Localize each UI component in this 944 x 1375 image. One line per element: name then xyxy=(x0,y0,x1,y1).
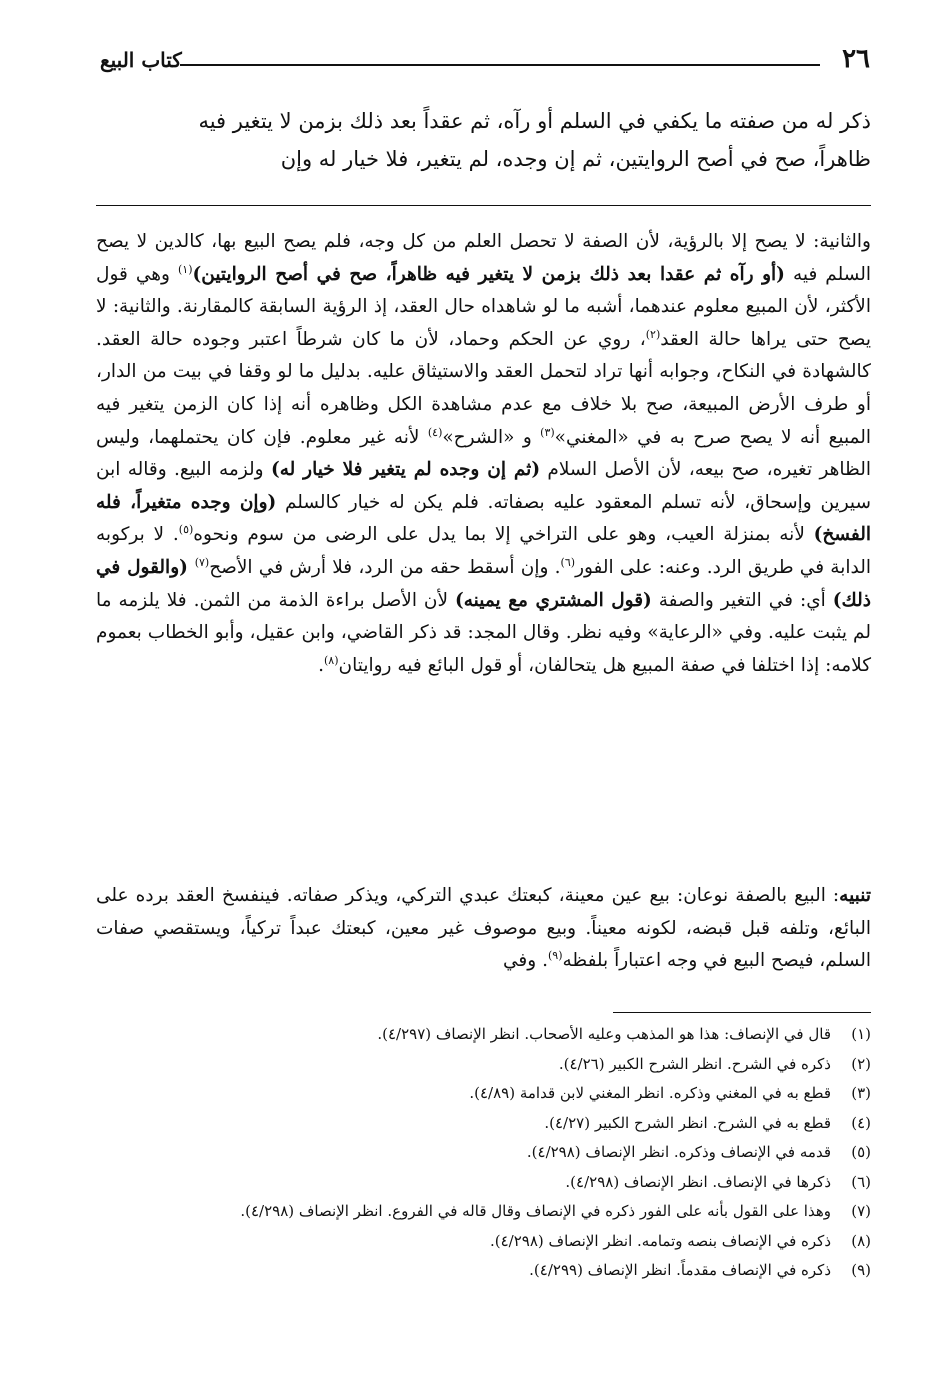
footnote-ref: (١) xyxy=(177,262,193,276)
footnote-number: (٧) xyxy=(851,1202,871,1220)
footnote xyxy=(71,1109,871,1139)
commentary-text: . xyxy=(318,654,324,676)
footnote-text: قطع به في الشرح. انظر الشرح الكبير (٤/٢٧). xyxy=(544,1113,831,1132)
footnote-ref: (٨) xyxy=(324,653,339,667)
footnote-text: ذكره في الإنصاف بنصه وتمامه. انظر الإنصاف (٤/٢٩٨). xyxy=(490,1231,831,1250)
footnote xyxy=(71,1020,871,1050)
footnote-ref: (٥) xyxy=(178,523,194,537)
footnote-number: (٥) xyxy=(851,1143,871,1161)
footnote-number: (٢) xyxy=(851,1054,871,1073)
footnote xyxy=(71,1227,871,1257)
footnote-number: (٣) xyxy=(851,1084,871,1102)
footnotes xyxy=(71,1020,871,1286)
footnote xyxy=(71,1256,871,1286)
note-label: تنبيه xyxy=(839,885,871,906)
note-paragraph xyxy=(96,880,871,978)
footnote-number: (٦) xyxy=(851,1172,871,1191)
footnote-text: قطع به في المغني وذكره. انظر المغني لابن قدامة (٤/٨٩). xyxy=(469,1084,831,1102)
footnote xyxy=(71,1197,871,1227)
commentary-paragraph xyxy=(96,226,871,682)
quoted-main-text: (وإن وجده متغيراً، فله الفسخ) xyxy=(96,491,871,546)
footnote-number: (٤) xyxy=(851,1113,871,1132)
footnote-text: قال في الإنصاف: هذا هو المذهب وعليه الأصحاب. انظر الإنصاف (٤/٢٩٧). xyxy=(377,1025,831,1043)
commentary-text: والثانية: لا يصح إلا بالرؤية، لأن الصفة لا تحصل العلم من كل وجه، فلم يصح البيع بها، كالدين لا يصح السلم فيه xyxy=(96,231,872,285)
commentary-text: و «الشرح» xyxy=(442,426,541,448)
footnote xyxy=(71,1138,871,1168)
commentary-text: أي: في التغير والصفة xyxy=(651,589,833,611)
header-rule xyxy=(180,64,820,66)
commentary-text: ولزمه البيع. وقاله ابن سيرين وإسحاق، لأنه تسلم المعقود عليه بصفاته. فلم يكن له خيار كالسلم xyxy=(96,459,871,513)
footnote-text: قدمه في الإنصاف وذكره. انظر الإنصاف (٤/٢٩٨). xyxy=(526,1143,831,1161)
commentary-text: لأن الأصل براءة الذمة من الثمن. فلا يلزمه ما لم يثبت عليه. وفي «الرعاية» وفيه نظر. وقال المجد: قد ذكر القاضي، وابن عقيل، وأبو الخطاب بعموم كلامه: إذا اختلفا في صفة المبيع هل يتحالفان، أو قول البائع فيه روايتان xyxy=(96,589,871,676)
footnote-number: (٨) xyxy=(851,1231,871,1250)
note-text: : البيع بالصفة نوعان: بيع عين معينة، كبعتك عبدي التركي، ويذكر صفاته. فينفسخ العقد برده على البائع، وتلفه قبل قبضه، لكونه معيناً. وبيع موصوف غير معين، كبعتك عبداً تركياً، ويستقصي صفات السلم، فيصح البيع في وجه اعتباراً بلفظه xyxy=(96,885,871,972)
main-text-line: ذكر له من صفته ما يكفي في السلم أو رآه، ثم عقداً بعد ذلك بزمن لا يتغير فيه xyxy=(198,109,871,133)
commentary-text: لأنه غير معلوم. فإن كان يحتملهما، وليس الظاهر تغيره، صح بيعه، لأن الأصل السلام xyxy=(96,426,872,481)
footnote-ref: (٦) xyxy=(560,555,576,569)
footnote xyxy=(71,1079,871,1109)
footnote-text: ذكره في الإنصاف مقدماً. انظر الإنصاف (٤/٢٩٩). xyxy=(529,1261,831,1279)
footnote-number: (١) xyxy=(851,1025,871,1043)
footnote-ref: (٧) xyxy=(194,555,210,569)
footnote-ref: (٢) xyxy=(645,327,661,341)
footnote-ref: (٣) xyxy=(540,425,555,439)
page-header xyxy=(100,44,870,78)
quoted-main-text: (ثم إن وجده لم يتغير فلا خيار له) xyxy=(270,459,541,481)
note-section xyxy=(96,880,871,978)
footnote-divider xyxy=(613,1012,871,1013)
commentary-text: وهي قول الأكثر، لأن المبيع معلوم عندهما، أشبه ما لو شاهداه حال العقد، إذ الرؤية السابقة كالمقارنة. والثانية: لا يصح حتى يراها حالة العقد xyxy=(96,263,871,350)
footnote-text: ذكرها في الإنصاف. انظر الإنصاف (٤/٢٩٨). xyxy=(565,1172,831,1191)
note-text: . وفي xyxy=(503,950,548,972)
main-text xyxy=(96,102,871,178)
quoted-main-text: (أو رآه ثم عقدا بعد ذلك بزمن لا يتغير فيه ظاهراً، صح في أصح الروايتين) xyxy=(192,263,785,285)
footnote-text: ذكره في الشرح. انظر الشرح الكبير (٤/٢٦). xyxy=(558,1054,831,1073)
commentary-text: لأنه بمنزلة العيب، وهو على التراخي إلا بما يدل على الرضى من سوم ونحوه xyxy=(193,524,814,546)
quoted-main-text: (والقول في ذلك) xyxy=(96,556,871,611)
commentary-text: . لا بركوبه الدابة في طريق الرد. وعنه: على الفور xyxy=(96,524,871,578)
commentary-text: . وإن أسقط حقه من الرد، فلا أرش في الأصح xyxy=(209,556,561,578)
book-title: كتاب البيع xyxy=(100,48,182,72)
footnote-text: وهذا على القول بأنه على الفور ذكره في الإنصاف وقال قاله في الفروع. انظر الإنصاف (٤/٢٩٨). xyxy=(240,1202,831,1220)
footnote xyxy=(71,1050,871,1080)
quoted-main-text: (قول المشتري مع يمينه) xyxy=(455,589,652,611)
footnote-ref: (٤) xyxy=(427,425,443,439)
commentary xyxy=(96,226,871,682)
footnote-number: (٩) xyxy=(851,1261,871,1279)
section-divider xyxy=(96,205,871,206)
commentary-text: ، روي عن الحكم وحماد، لأن ما كان شرطاً اعتبر وجوده حالة العقد. كالشهادة في النكاح، وجوابه أنها تراد لتحمل العقد والاستيثاق عليه. بدليل ما لو وقفا في بيت من الدار، أو طرف الأرض المبيعة، صح بلا خلاف مع عدم مشاهدة الكل وظاهره أنه إذا كان الزمن يتغير فيه المبيع أنه لا يصح صرح به في «المغني» xyxy=(96,328,872,448)
footnote-ref: (٩) xyxy=(547,949,563,963)
footnote xyxy=(71,1168,871,1198)
main-text-line: ظاهراً، صح في أصح الروايتين، ثم إن وجده، لم يتغير، فلا خيار له وإن xyxy=(280,147,871,171)
page-number: ٢٦ xyxy=(842,44,870,74)
